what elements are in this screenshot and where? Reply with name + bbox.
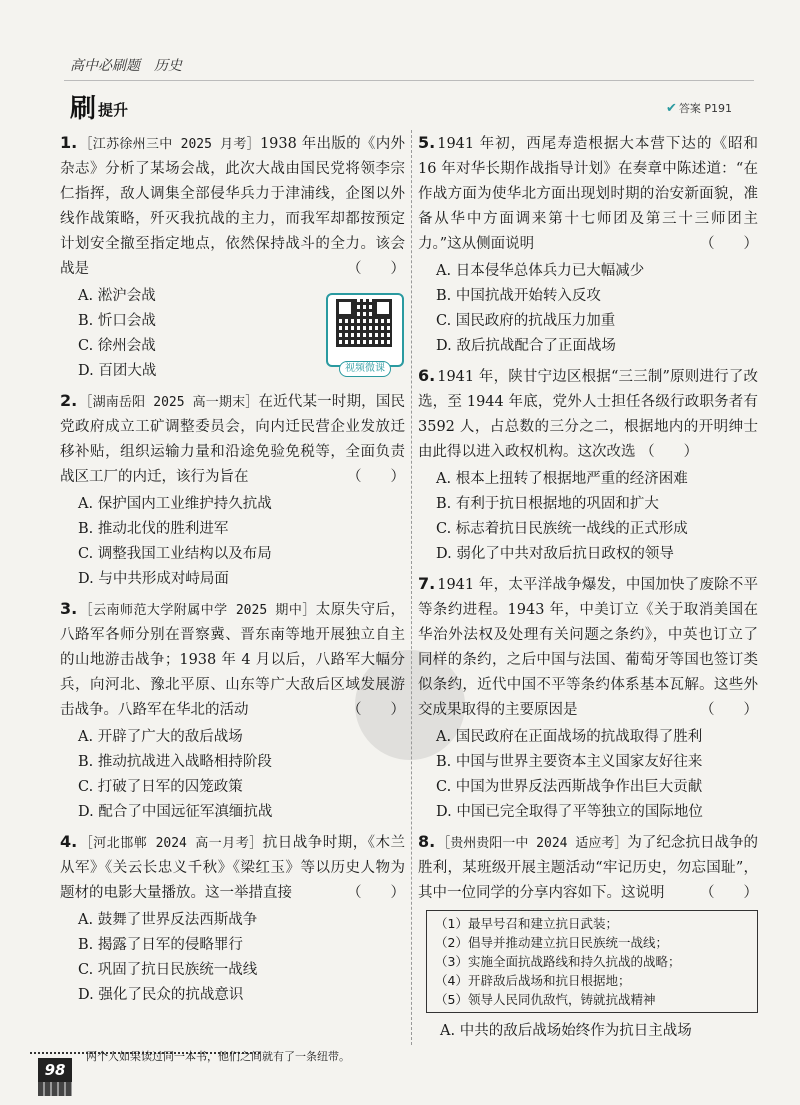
option-d: D. 与中共形成对峙局面 bbox=[78, 571, 229, 587]
option-d: D. 强化了民众的抗战意识 bbox=[78, 987, 244, 1003]
question-number: 1. bbox=[60, 133, 78, 152]
material-line: （2）倡导并推动建立抗日民族统一战线； bbox=[435, 935, 668, 950]
footer-quote: 两个人如果读过同一本书，他们之间就有了一条纽带。 bbox=[86, 1050, 350, 1063]
question-3 bbox=[60, 596, 405, 825]
brand-subtitle: 提升 bbox=[98, 101, 129, 119]
question-stem bbox=[60, 596, 405, 723]
material-line: （5）领导人民同仇敌忾，铸就抗战精神 bbox=[435, 992, 656, 1007]
question-source: ［河北邯郸 2024 高一月考］ bbox=[79, 836, 263, 851]
option-c: C. 徐州会战 bbox=[78, 338, 156, 354]
page-number: 98 bbox=[38, 1058, 72, 1082]
section-brand bbox=[70, 88, 128, 125]
question-source: ［江苏徐州三中 2025 月考］ bbox=[79, 137, 260, 152]
series-title: 高中必刷题 历史 bbox=[70, 58, 182, 74]
question-text: 1938 年出版的《内外杂志》分析了某场会战，此次大战由国民党将领李宗仁指挥，敌人调集全部侵华兵力于津浦线，企图以外线作战策略，歼灭我抗战的主力，而我军却都按预定计划安全撤至指定地点，依然保持战斗的全力。该会战是 bbox=[60, 136, 405, 277]
option-a: A. 日本侵华总体兵力已大幅减少 bbox=[436, 263, 645, 279]
answer-blank: （ ） bbox=[700, 885, 758, 901]
answer-blank: （ ） bbox=[700, 236, 758, 252]
left-column bbox=[60, 130, 405, 1012]
answer-blank: （ ） bbox=[347, 885, 405, 901]
brand-logo: 刷 bbox=[70, 94, 97, 124]
answer-blank: （ ） bbox=[640, 444, 699, 460]
option-b: B. 中国抗战开始转入反攻 bbox=[436, 288, 601, 304]
question-text: 1941 年，陕甘宁边区根据“三三制”原则进行了改选，至 1944 年底，党外人士担任各级行政职务者有 3592 人，占总数的三分之二，根据地内的开明绅士由此得以进入政权机构。这次改选 bbox=[418, 369, 758, 460]
question-number: 5. bbox=[418, 133, 436, 152]
question-number: 6. bbox=[418, 366, 436, 385]
option-a: A. 保护国内工业维护持久抗战 bbox=[78, 496, 272, 512]
answer-reference bbox=[666, 100, 732, 116]
option-d: D. 敌后抗战配合了正面战场 bbox=[436, 338, 616, 354]
question-stem bbox=[418, 571, 758, 723]
question-number: 3. bbox=[60, 599, 78, 618]
question-stem bbox=[60, 829, 405, 906]
question-stem bbox=[60, 388, 405, 490]
option-a: A. 开辟了广大的敌后战场 bbox=[78, 729, 243, 745]
question-text: 1941 年初，西尾寿造根据大本营下达的《昭和 16 年对华长期作战指导计划》在奏章中陈述道：“在作战方面为使华北方面出现划时期的治安新面貌，准备从华中方面调来第十七师团及第三十三师团主力。”这从侧面说明 bbox=[418, 136, 758, 252]
option-c: C. 打破了日军的囚笼政策 bbox=[78, 779, 243, 795]
video-lesson-label: 视频微课 bbox=[339, 361, 391, 377]
question-number: 7. bbox=[418, 574, 436, 593]
page-number-decoration bbox=[38, 1082, 72, 1096]
option-d: D. 配合了中国远征军滇缅抗战 bbox=[78, 804, 273, 820]
option-d: D. 弱化了中共对敌后抗日政权的领导 bbox=[436, 546, 674, 562]
material-line: （1）最早号召和建立抗日武装； bbox=[435, 916, 618, 931]
option-c: C. 标志着抗日民族统一战线的正式形成 bbox=[436, 521, 688, 537]
question-number: 4. bbox=[60, 832, 78, 851]
check-icon: ✔ bbox=[665, 100, 677, 116]
question-text: 为了纪念抗日战争的胜利，某班级开展主题活动“牢记历史，勿忘国耻”，其中一位同学的分享内容如下。这说明 bbox=[418, 835, 759, 901]
question-text: 抗日战争时期，《木兰从军》《关云长忠义千秋》《梁红玉》等以历史人物为题材的电影大量播放。这一举措直接 bbox=[60, 835, 405, 901]
option-a: A. 根本上扭转了根据地严重的经济困难 bbox=[436, 471, 688, 487]
option-a: A. 中共的敌后战场始终作为抗日主战场 bbox=[440, 1023, 692, 1039]
question-stem bbox=[60, 130, 405, 282]
question-stem bbox=[418, 829, 758, 906]
answer-blank: （ ） bbox=[347, 469, 405, 485]
question-number: 8. bbox=[418, 832, 436, 851]
option-b: B. 有利于抗日根据地的巩固和扩大 bbox=[436, 496, 659, 512]
qr-code-icon bbox=[336, 299, 392, 347]
question-7 bbox=[418, 571, 758, 825]
question-6 bbox=[418, 363, 758, 567]
question-5 bbox=[418, 130, 758, 359]
option-b: B. 推动抗战进入战略相持阶段 bbox=[78, 754, 272, 770]
option-d: D. 中国已完全取得了平等独立的国际地位 bbox=[436, 804, 703, 820]
question-text: 太原失守后，八路军各师分别在晋察冀、晋东南等地开展独立自主的山地游击战争；1938 年 4 月以后，八路军大幅分兵，向河北、豫北平原、山东等广大敌后区域发展游击战争。八路军在华北的活动 bbox=[60, 602, 405, 718]
question-stem bbox=[418, 130, 758, 257]
answer-blank: （ ） bbox=[347, 702, 405, 718]
material-box bbox=[426, 910, 758, 1013]
right-column bbox=[418, 130, 758, 1048]
option-b: B. 中国与世界主要资本主义国家友好往来 bbox=[436, 754, 703, 770]
answer-blank: （ ） bbox=[700, 702, 758, 718]
answer-blank: （ ） bbox=[347, 261, 405, 277]
option-b: B. 揭露了日军的侵略罪行 bbox=[78, 937, 243, 953]
option-a: A. 鼓舞了世界反法西斯战争 bbox=[78, 912, 258, 928]
question-source: ［贵州贵阳一中 2024 适应考］ bbox=[437, 836, 628, 851]
question-text: 在近代某一时期，国民党政府成立工矿调整委员会，向内迁民营企业发放迁移补贴，组织运输力量和沿途免验免税等，全面负责战区工厂的内迁，该行为旨在 bbox=[60, 394, 405, 485]
question-8 bbox=[418, 829, 758, 1044]
option-b: B. 推动北伐的胜利进军 bbox=[78, 521, 229, 537]
question-2 bbox=[60, 388, 405, 592]
option-c: C. 国民政府的抗战压力加重 bbox=[436, 313, 616, 329]
question-source: ［湖南岳阳 2025 高一期末］ bbox=[79, 395, 259, 410]
option-a: A. 国民政府在正面战场的抗战取得了胜利 bbox=[436, 729, 703, 745]
option-c: C. 调整我国工业结构以及布局 bbox=[78, 546, 272, 562]
answer-page-label: 答案 P191 bbox=[678, 102, 732, 115]
option-d: D. 百团大战 bbox=[78, 363, 157, 379]
question-4 bbox=[60, 829, 405, 1008]
option-a: A. 淞沪会战 bbox=[78, 288, 156, 304]
question-text: 1941 年，太平洋战争爆发，中国加快了废除不平等条约进程。1943 年，中美订立《关于取消美国在华治外法权及处理有关问题之条约》，中英也订立了同样的条约，之后中国与法国、葡萄牙等国也签订类似条约，近代中国不平等条约体系基本瓦解。这些外交成果取得的主要原因是 bbox=[418, 577, 758, 718]
question-source: ［云南师范大学附属中学 2025 期中］ bbox=[79, 603, 316, 618]
material-line: （4）开辟敌后战场和抗日根据地； bbox=[435, 973, 631, 988]
option-c: C. 中国为世界反法西斯战争作出巨大贡献 bbox=[436, 779, 703, 795]
option-c: C. 巩固了抗日民族统一战线 bbox=[78, 962, 258, 978]
header-divider bbox=[64, 80, 754, 81]
question-stem bbox=[418, 363, 758, 465]
option-b: B. 忻口会战 bbox=[78, 313, 156, 329]
video-qr-code[interactable] bbox=[326, 293, 404, 374]
material-line: （3）实施全面抗战路线和持久抗战的战略； bbox=[435, 954, 681, 969]
question-number: 2. bbox=[60, 391, 78, 410]
column-divider bbox=[411, 130, 412, 1045]
